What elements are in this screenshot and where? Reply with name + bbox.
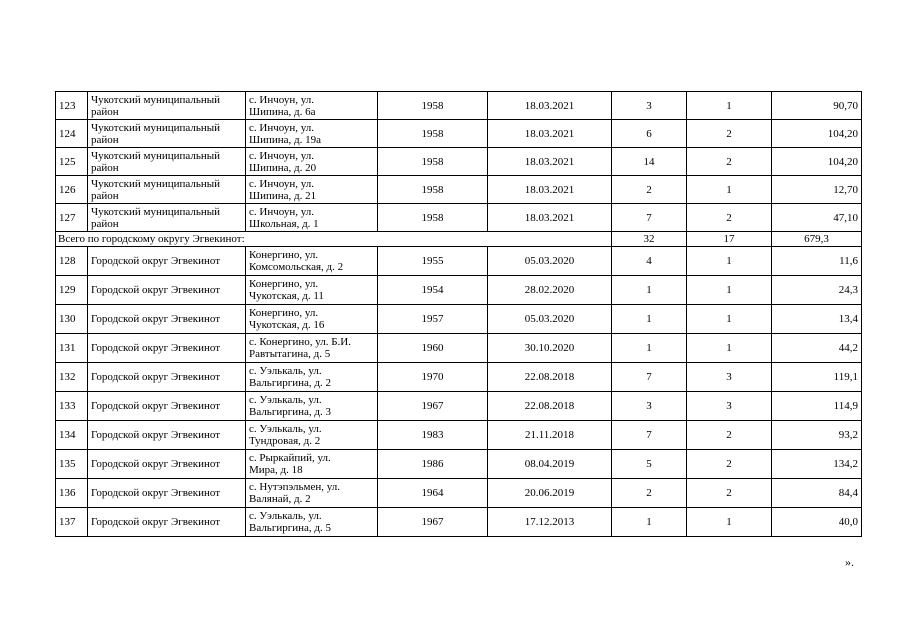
table-row	[56, 204, 862, 232]
people-cell: 6	[612, 120, 687, 148]
address-line-2: Тундровая, д. 2	[249, 435, 321, 447]
table-row	[56, 363, 862, 392]
table-section-chukotsky	[56, 92, 862, 232]
apartments-cell: 2	[687, 120, 772, 148]
municipality-cell: Городской округ Эгвекинот	[88, 334, 246, 363]
area-cell: 84,4	[772, 479, 862, 508]
municipality-cell: Городской округ Эгвекинот	[88, 479, 246, 508]
row-number: 125	[56, 148, 88, 176]
table-row	[56, 247, 862, 276]
area-cell: 40,0	[772, 508, 862, 537]
table-row	[56, 276, 862, 305]
address-line-2: Вальгиргина, д. 5	[249, 522, 331, 534]
apartments-cell: 1	[687, 334, 772, 363]
date-cell: 08.04.2019	[488, 450, 612, 479]
row-number: 132	[56, 363, 88, 392]
address-line-2: Чукотская, д. 16	[249, 319, 325, 331]
people-cell: 2	[612, 176, 687, 204]
address-line-1: Конергино, ул.	[249, 249, 319, 261]
people-cell: 1	[612, 334, 687, 363]
year-cell: 1986	[378, 450, 488, 479]
address-line-2: Вальгиргина, д. 3	[249, 406, 331, 418]
year-cell: 1970	[378, 363, 488, 392]
municipality-cell: Городской округ Эгвекинот	[88, 421, 246, 450]
year-cell: 1983	[378, 421, 488, 450]
area-cell: 104,20	[772, 148, 862, 176]
address-cell	[246, 176, 378, 204]
apartments-cell: 3	[687, 392, 772, 421]
row-number: 134	[56, 421, 88, 450]
address-cell	[246, 204, 378, 232]
row-number: 123	[56, 92, 88, 120]
table-row	[56, 450, 862, 479]
total-area: 679,3	[772, 232, 862, 247]
date-cell: 22.08.2018	[488, 363, 612, 392]
address-cell	[246, 450, 378, 479]
apartments-cell: 1	[687, 305, 772, 334]
address-cell	[246, 92, 378, 120]
table-section-egvekinot	[56, 247, 862, 537]
address-line-1: Конергино, ул.	[249, 307, 319, 319]
address-line-1: с. Уэлькаль, ул.	[249, 423, 322, 435]
address-cell	[246, 479, 378, 508]
total-people: 32	[612, 232, 687, 247]
row-number: 126	[56, 176, 88, 204]
municipality-cell: Городской округ Эгвекинот	[88, 247, 246, 276]
total-label: Всего по городскому округу Эгвекинот:	[56, 232, 612, 247]
area-cell: 47,10	[772, 204, 862, 232]
year-cell: 1958	[378, 120, 488, 148]
people-cell: 14	[612, 148, 687, 176]
people-cell: 1	[612, 508, 687, 537]
date-cell: 18.03.2021	[488, 148, 612, 176]
address-line-2: Мира, д. 18	[249, 464, 303, 476]
area-cell: 44,2	[772, 334, 862, 363]
area-cell: 90,70	[772, 92, 862, 120]
year-cell: 1955	[378, 247, 488, 276]
year-cell: 1960	[378, 334, 488, 363]
municipality-cell: Городской округ Эгвекинот	[88, 450, 246, 479]
year-cell: 1967	[378, 392, 488, 421]
people-cell: 3	[612, 92, 687, 120]
area-cell: 93,2	[772, 421, 862, 450]
address-cell	[246, 334, 378, 363]
municipality-cell: Городской округ Эгвекинот	[88, 363, 246, 392]
address-cell	[246, 305, 378, 334]
address-line-1: Конергино, ул.	[249, 278, 319, 290]
table-row	[56, 479, 862, 508]
address-cell	[246, 148, 378, 176]
people-cell: 3	[612, 392, 687, 421]
address-line-1: с. Инчоун, ул.	[249, 93, 314, 106]
address-line-1: с. Инчоун, ул.	[249, 177, 314, 190]
date-cell: 28.02.2020	[488, 276, 612, 305]
address-cell	[246, 508, 378, 537]
year-cell: 1954	[378, 276, 488, 305]
address-line-2: Шипина, д. 20	[249, 161, 317, 174]
address-cell	[246, 247, 378, 276]
address-line-1: с. Уэлькаль, ул.	[249, 365, 322, 377]
date-cell: 05.03.2020	[488, 305, 612, 334]
address-cell	[246, 392, 378, 421]
total-row	[56, 232, 862, 247]
address-line-2: Шипина, д. 6а	[249, 105, 316, 118]
row-number: 130	[56, 305, 88, 334]
address-line-1: с. Уэлькаль, ул.	[249, 510, 322, 522]
row-number: 129	[56, 276, 88, 305]
table-row	[56, 421, 862, 450]
date-cell: 30.10.2020	[488, 334, 612, 363]
table-row	[56, 92, 862, 120]
municipality-cell: Чукотский муниципальный район	[88, 92, 246, 120]
year-cell: 1958	[378, 204, 488, 232]
table-row	[56, 176, 862, 204]
row-number: 135	[56, 450, 88, 479]
municipality-cell: Городской округ Эгвекинот	[88, 508, 246, 537]
address-cell	[246, 276, 378, 305]
total-apartments: 17	[687, 232, 772, 247]
apartments-cell: 2	[687, 148, 772, 176]
row-number: 131	[56, 334, 88, 363]
table-total-section	[56, 232, 862, 247]
table-row	[56, 392, 862, 421]
date-cell: 05.03.2020	[488, 247, 612, 276]
housing-table	[55, 91, 862, 537]
area-cell: 12,70	[772, 176, 862, 204]
area-cell: 24,3	[772, 276, 862, 305]
address-line-2: Комсомольская, д. 2	[249, 261, 344, 273]
table-row	[56, 148, 862, 176]
address-line-2: Шипина, д. 19а	[249, 133, 322, 146]
row-number: 128	[56, 247, 88, 276]
apartments-cell: 2	[687, 204, 772, 232]
year-cell: 1958	[378, 92, 488, 120]
area-cell: 104,20	[772, 120, 862, 148]
address-cell	[246, 421, 378, 450]
row-number: 127	[56, 204, 88, 232]
date-cell: 18.03.2021	[488, 92, 612, 120]
date-cell: 18.03.2021	[488, 176, 612, 204]
municipality-cell: Чукотский муниципальный район	[88, 120, 246, 148]
year-cell: 1958	[378, 176, 488, 204]
address-line-1: с. Уэлькаль, ул.	[249, 394, 322, 406]
people-cell: 7	[612, 421, 687, 450]
address-cell	[246, 120, 378, 148]
date-cell: 18.03.2021	[488, 204, 612, 232]
people-cell: 7	[612, 204, 687, 232]
people-cell: 5	[612, 450, 687, 479]
year-cell: 1967	[378, 508, 488, 537]
year-cell: 1964	[378, 479, 488, 508]
people-cell: 7	[612, 363, 687, 392]
apartments-cell: 1	[687, 247, 772, 276]
people-cell: 2	[612, 479, 687, 508]
table-row	[56, 508, 862, 537]
address-line-2: Чукотская, д. 11	[249, 290, 324, 302]
apartments-cell: 1	[687, 276, 772, 305]
date-cell: 21.11.2018	[488, 421, 612, 450]
address-line-1: с. Инчоун, ул.	[249, 205, 314, 218]
municipality-cell: Городской округ Эгвекинот	[88, 392, 246, 421]
row-number: 136	[56, 479, 88, 508]
table-row	[56, 120, 862, 148]
table-row	[56, 305, 862, 334]
address-line-2: Равтытагина, д. 5	[249, 348, 331, 360]
apartments-cell: 3	[687, 363, 772, 392]
year-cell: 1958	[378, 148, 488, 176]
row-number: 124	[56, 120, 88, 148]
municipality-cell: Чукотский муниципальный район	[88, 176, 246, 204]
address-cell	[246, 363, 378, 392]
closing-quote-mark: ».	[845, 555, 854, 569]
area-cell: 114,9	[772, 392, 862, 421]
apartments-cell: 1	[687, 92, 772, 120]
address-line-1: с. Рыркайпий, ул.	[249, 452, 331, 464]
row-number: 133	[56, 392, 88, 421]
area-cell: 119,1	[772, 363, 862, 392]
date-cell: 17.12.2013	[488, 508, 612, 537]
municipality-cell: Городской округ Эгвекинот	[88, 276, 246, 305]
date-cell: 18.03.2021	[488, 120, 612, 148]
municipality-cell: Чукотский муниципальный район	[88, 148, 246, 176]
people-cell: 1	[612, 305, 687, 334]
area-cell: 13,4	[772, 305, 862, 334]
apartments-cell: 2	[687, 450, 772, 479]
municipality-cell: Городской округ Эгвекинот	[88, 305, 246, 334]
area-cell: 11,6	[772, 247, 862, 276]
address-line-1: с. Конергино, ул. Б.И.	[249, 336, 351, 348]
municipality-cell: Чукотский муниципальный район	[88, 204, 246, 232]
address-line-2: Школьная, д. 1	[249, 217, 319, 230]
people-cell: 1	[612, 276, 687, 305]
address-line-2: Шипина, д. 21	[249, 189, 317, 202]
row-number: 137	[56, 508, 88, 537]
apartments-cell: 1	[687, 508, 772, 537]
date-cell: 22.08.2018	[488, 392, 612, 421]
apartments-cell: 2	[687, 479, 772, 508]
apartments-cell: 1	[687, 176, 772, 204]
address-line-1: с. Инчоун, ул.	[249, 121, 314, 134]
address-line-1: с. Нутэпэльмен, ул.	[249, 481, 341, 493]
people-cell: 4	[612, 247, 687, 276]
date-cell: 20.06.2019	[488, 479, 612, 508]
address-line-2: Вальгиргина, д. 2	[249, 377, 331, 389]
address-line-2: Валянай, д. 2	[249, 493, 311, 505]
address-line-1: с. Инчоун, ул.	[249, 149, 314, 162]
year-cell: 1957	[378, 305, 488, 334]
table-row	[56, 334, 862, 363]
area-cell: 134,2	[772, 450, 862, 479]
apartments-cell: 2	[687, 421, 772, 450]
